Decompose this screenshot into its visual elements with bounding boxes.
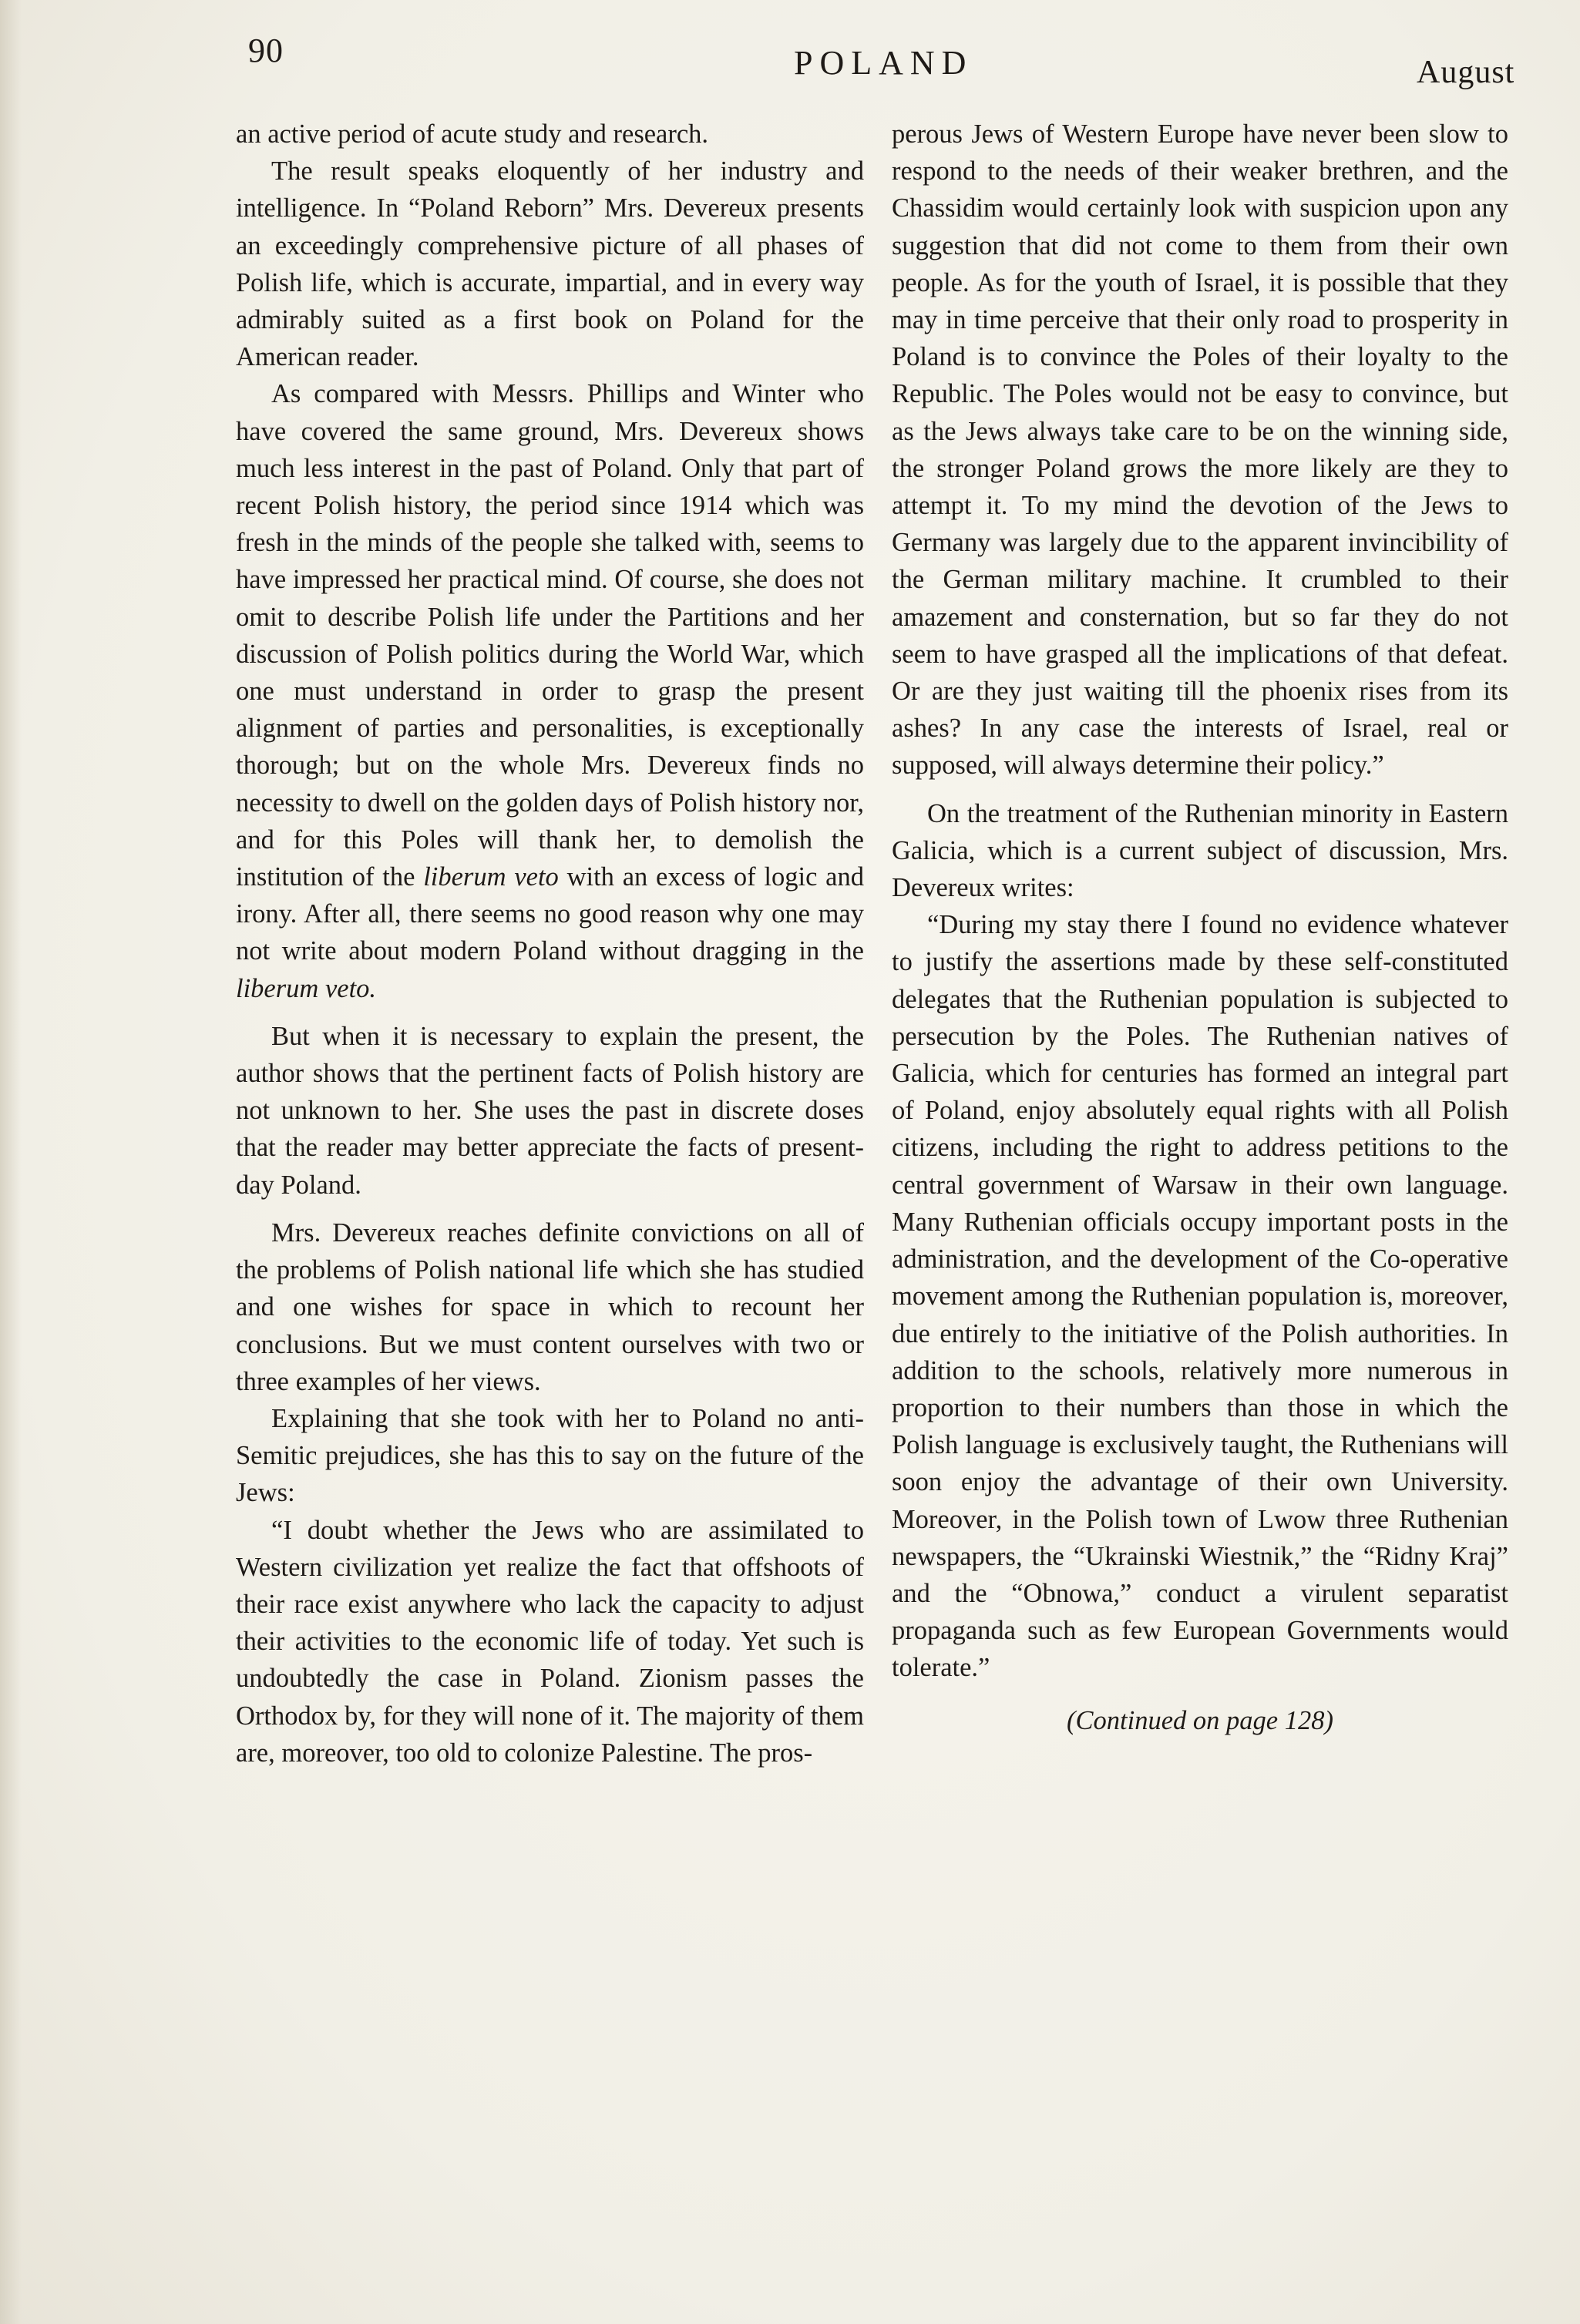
quoted-paragraph: “I doubt whether the Jews who are assimilated to Western civilization yet realize the fact that offshoots of their race exist anywhere who lack the capacity to adjust their activities to the economic life of today. Yet such is undoubtedly the case in Poland. Zionism passes the Orthodox by, for they will none of it. The majority of them are, moreover, too old to colonize Palestine. The pros-: [236, 1515, 864, 1768]
paragraph: But when it is necessary to explain the present, the author shows that the pertinent facts of Polish history are not unknown to her. She uses the past in discrete doses that the reader may better appreciate the facts of present-day Poland.: [236, 1021, 864, 1200]
paragraph: On the treatment of the Ruthenian minority in Eastern Galicia, which is a current subject of discussion, Mrs. Devereux writes:: [892, 798, 1508, 903]
issue-month: August: [1417, 55, 1515, 90]
page-edge-shadow: [0, 0, 22, 2324]
paragraph: The result speaks eloquently of her industry and intelligence. In “Poland Reborn” Mrs. Devereux presents an exceedingly comprehensive picture of all phases of Polish life, which is accurate, impartial, and in every way admirably suited as a first book on Poland for the American reader.: [236, 156, 864, 372]
italic-term: liberum veto.: [236, 973, 377, 1003]
quoted-paragraph: perous Jews of Western Europe have never been slow to respond to the needs of their weaker brethren, and the Chassidim would certainly look with suspicion upon any suggestion that did not come to them from their own people. As for the youth of Israel, it is possible that they may in time perceive that their only road to prosperity in Poland is to convince the Poles of their loyalty to the Republic. The Poles would not be easy to convince, but as the Jews always take care to be on the winning side, the stronger Poland grows the more likely are they to attempt it. To my mind the devotion of the Jews to Germany was largely due to the apparent invincibility of the German military machine. It crumbled to their amazement and consternation, but so far they do not seem to have grasped all the implications of that defeat. Or are they just waiting till the phoenix rises from its ashes? In any case the interests of Israel, real or supposed, will always determine their policy.”: [892, 119, 1508, 781]
page-header: [0, 0, 1580, 108]
paragraph-text: As compared with Messrs. Phillips and Winter who have covered the same ground, Mrs. Devereux shows much less interest in the past of Poland. Only that part of recent Polish history, the period since 1914 which was fresh in the minds of the people she talked with, seems to have impressed her practical mind. Of course, she does not omit to describe Polish life under the Partitions and her discussion of Polish politics during the World War, which one must understand in order to grasp the present alignment of parties and personalities, is exceptionally thorough; but on the whole Mrs. Devereux finds no necessity to dwell on the golden days of Polish history nor, and for this Poles will thank her, to demolish the institution of the: [236, 379, 864, 892]
paragraph: an active period of acute study and research.: [236, 119, 709, 149]
page-number: 90: [248, 32, 284, 69]
running-title: POLAND: [794, 44, 973, 82]
continued-note: (Continued on page 128): [1067, 1705, 1333, 1735]
quoted-paragraph: “During my stay there I found no evidence whatever to justify the assertions made by these self-constituted delegates that the Ruthenian population is subjected to persecution by the Poles. The Ruthenian natives of Galicia, which for centuries has formed an integral part of Poland, enjoy absolutely equal rights with all Polish citizens, including the right to address petitions to the central government of Warsaw in their own language. Many Ruthenian officials occupy important posts in the administration, and the development of the Co-operative movement among the Ruthenian population is, moreover, due entirely to the initiative of the Polish authorities. In addition to the schools, relatively more numerous in proportion to their numbers than those in which the Polish language is exclusively taught, the Ruthenians will soon enjoy the advantage of their own University. Moreover, in the Polish town of Lwow three Ruthenian newspapers, the “Ukrainski Wiestnik,” the “Ridny Kraj” and the “Obnowa,” conduct a virulent separatist propaganda such as few European Governments would tolerate.”: [892, 910, 1508, 1683]
paragraph-text: with an excess of logic and irony. After all, there seems no good reason why one may not write about modern Poland without dragging in the: [236, 862, 864, 966]
left-column: [236, 116, 864, 1772]
right-column: [892, 116, 1508, 1765]
italic-term: liberum veto: [423, 862, 559, 892]
paragraph: Mrs. Devereux reaches definite convictions on all of the problems of Polish national life which she has studied and one wishes for space in which to recount her conclusions. But we must content ourselves with two or three examples of her views.: [236, 1217, 864, 1396]
paragraph: Explaining that she took with her to Poland no anti-Semitic prejudices, she has this to say on the future of the Jews:: [236, 1403, 864, 1508]
paragraph: [236, 375, 864, 1006]
